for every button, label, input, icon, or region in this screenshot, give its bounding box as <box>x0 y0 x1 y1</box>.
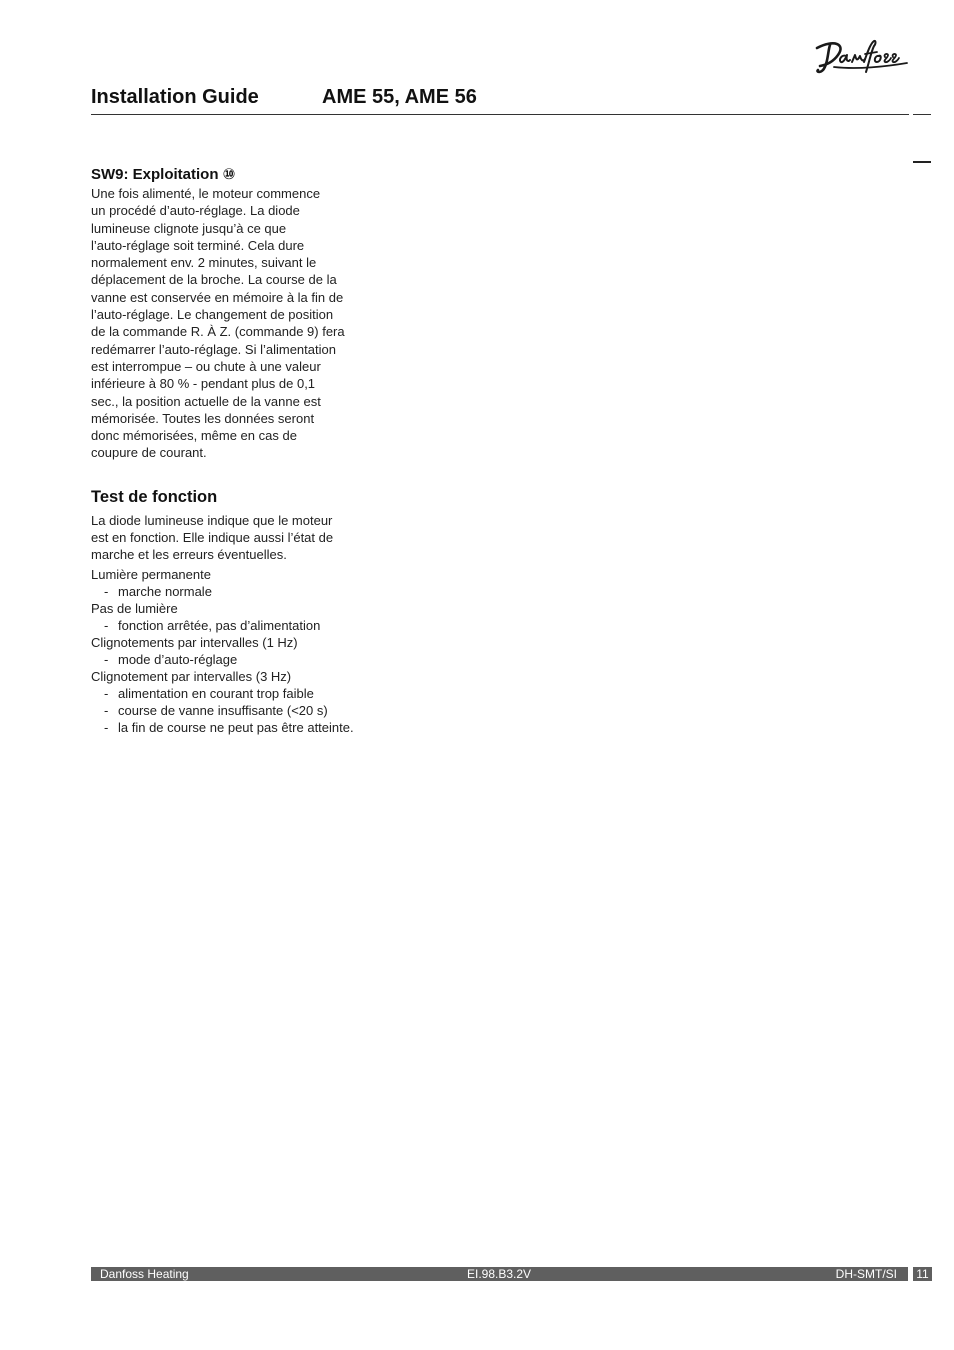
text-line: est interrompue – ou chute à une valeur <box>91 358 321 374</box>
text-line: l’auto-réglage. Le changement de position <box>91 307 334 323</box>
text-line: sec., la position actuelle de la vanne est <box>91 393 321 409</box>
text-line: normalement env. 2 minutes, suivant le <box>91 255 317 271</box>
danfoss-logo <box>812 36 912 76</box>
margin-mark-section <box>913 161 931 163</box>
list-dash: - <box>104 686 109 702</box>
text-line: coupure de courant. <box>91 445 207 461</box>
led-state-label: Clignotement par intervalles (3 Hz) <box>91 669 292 685</box>
list-item <box>91 651 356 668</box>
text-line: est en fonction. Elle indique aussi l’état de <box>91 530 334 546</box>
footer-company: Danfoss Heating <box>100 1267 189 1281</box>
list-item-text: fonction arrêtée, pas d’alimentation <box>118 617 321 633</box>
list-dash: - <box>104 583 109 599</box>
page-number: 11 <box>913 1267 932 1281</box>
text-line: inférieure à 80 % - pendant plus de 0,1 <box>91 376 316 392</box>
text-line: lumineuse clignote jusqu’à ce que <box>91 220 287 236</box>
list-item-text: marche normale <box>118 583 212 599</box>
text-line: marche et les erreurs éventuelles. <box>91 547 287 563</box>
list-item <box>91 685 356 702</box>
list-item-text: la fin de course ne peut pas être atteinte. <box>118 720 354 736</box>
list-item <box>91 702 356 719</box>
text-line: donc mémorisées, même en cas de <box>91 428 297 444</box>
margin-mark-top <box>913 114 931 115</box>
text-line: déplacement de la broche. La course de la <box>91 272 337 288</box>
list-dash: - <box>104 720 109 736</box>
guide-title: Installation Guide <box>91 86 259 108</box>
text-line: La diode lumineuse indique que le moteur <box>91 512 333 528</box>
list-dash: - <box>104 617 109 633</box>
text-line: Une fois alimenté, le moteur commence <box>91 186 321 201</box>
exploitation-paragraph <box>91 185 356 462</box>
list-item-text: alimentation en courant trop faible <box>118 686 314 702</box>
content-column <box>91 165 356 737</box>
list-item <box>91 719 356 736</box>
test-intro-paragraph <box>91 512 356 564</box>
section-heading-exploitation: SW9: Exploitation ⑩ <box>91 166 236 183</box>
section-heading-test: Test de fonction <box>91 487 218 506</box>
header-rule <box>91 114 909 115</box>
list-dash: - <box>104 652 109 668</box>
text-line: mémorisée. Toutes les données seront <box>91 410 315 426</box>
text-line: de la commande R. À Z. (commande 9) fera <box>91 324 345 340</box>
list-item-text: mode d’auto-réglage <box>118 652 238 668</box>
led-state-label: Clignotements par intervalles (1 Hz) <box>91 635 298 651</box>
text-line: redémarrer l’auto-réglage. Si l’alimentation <box>91 341 336 357</box>
footer-bar <box>91 1267 908 1281</box>
list-item <box>91 583 356 600</box>
led-state-list <box>91 566 356 737</box>
model-title: AME 55, AME 56 <box>322 86 477 108</box>
list-dash: - <box>104 703 109 719</box>
list-item-text: course de vanne insuffisante (<20 s) <box>118 703 328 719</box>
danfoss-logo-icon <box>812 36 912 76</box>
footer-doc-code: EI.98.B3.2V <box>467 1267 532 1281</box>
footer-dept: DH-SMT/SI <box>835 1267 897 1281</box>
list-item <box>91 617 356 634</box>
text-line: l’auto-réglage soit terminé. Cela dure <box>91 237 305 253</box>
text-line: vanne est conservée en mémoire à la fin de <box>91 289 344 305</box>
led-state-label: Pas de lumière <box>91 600 178 616</box>
led-state-label: Lumière permanente <box>91 566 211 582</box>
text-line: un procédé d’auto-réglage. La diode <box>91 203 300 219</box>
